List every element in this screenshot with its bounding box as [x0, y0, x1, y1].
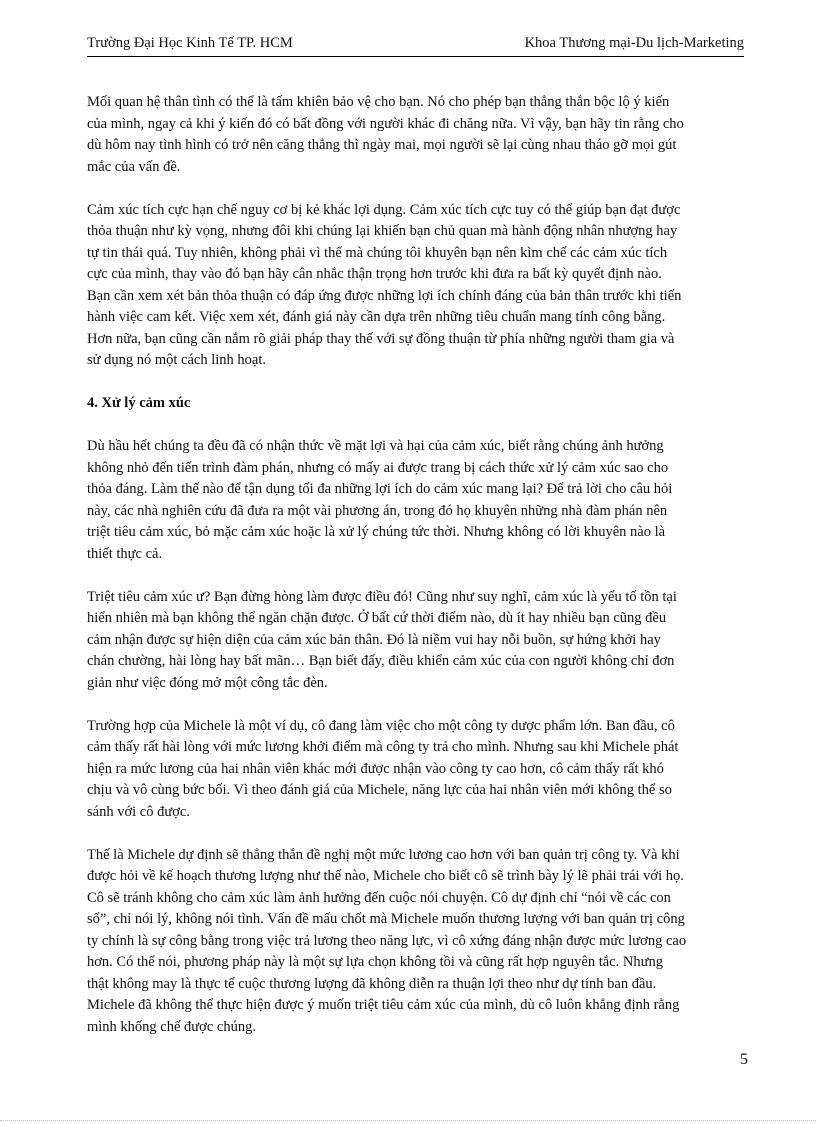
- text-line: Hơn nữa, bạn cũng cần nắm rõ giải pháp thay thế với sự đồng thuận từ phía những người tham gia và: [87, 330, 675, 347]
- paragraph: [87, 200, 747, 372]
- text-line: Cô sẽ tránh không cho cảm xúc làm ảnh hưởng đến cuộc nói chuyện. Cô dự định chỉ “nói về các con: [87, 889, 671, 906]
- text-line: mắc của vấn đề.: [87, 158, 181, 175]
- document-body: [87, 92, 747, 1060]
- text-line: Michele đã không thể thực hiện được ý muốn triệt tiêu cảm xúc của mình, dù cô luôn khẳng định rằng: [87, 997, 680, 1013]
- text-line: tự tin thái quá. Tuy nhiên, không phải vì thế mà chúng tôi khuyên bạn nên kìm chế các cảm xúc tích: [87, 244, 668, 261]
- paragraph: [87, 716, 747, 824]
- text-line: sánh với cô được.: [87, 803, 190, 820]
- text-line: Thế là Michele dự định sẽ thẳng thắn đề nghị một mức lương cao hơn với ban quản trị công ty. Và khi: [87, 846, 680, 863]
- section-heading: 4. Xử lý cảm xúc: [87, 395, 191, 411]
- text-line: số”, chỉ nói lý, không nói tình. Vấn đề mấu chốt mà Michele muốn thương lượng với ban quản trị công: [87, 911, 685, 927]
- text-line: không nhỏ đến tiến trình đàm phán, nhưng có mấy ai được trang bị cách thức xử lý cảm xúc sao cho: [87, 459, 669, 476]
- paragraph: [87, 436, 747, 565]
- text-line: Dù hầu hết chúng ta đều đã có nhận thức về mặt lợi và hại của cảm xúc, biết rằng chúng ảnh hưởng: [87, 438, 664, 454]
- text-line: này, các nhà nghiên cứu đã đưa ra một vài phương án, trong đó họ khuyên những nhà đàm phán nên: [87, 502, 668, 519]
- text-line: giản như việc đóng mở một công tắc đèn.: [87, 674, 328, 691]
- text-line: hiện ra mức lương của hai nhân viên khác mới được nhận vào công ty cao hơn, cô cảm thấy rất khó: [87, 760, 664, 777]
- text-line: Mối quan hệ thân tình có thể là tấm khiên bảo vệ cho bạn. Nó cho phép bạn thẳng thắn bộc lộ ý kiến: [87, 94, 670, 110]
- paragraphs-after-heading: [87, 436, 747, 1038]
- text-line: mình khống chế được chúng.: [87, 1018, 256, 1035]
- text-line: hành việc cam kết. Việc xem xét, đánh giá này cần dựa trên những tiêu chuẩn mang tính công bằng.: [87, 309, 666, 325]
- text-line: Cảm xúc tích cực hạn chế nguy cơ bị kẻ khác lợi dụng. Cảm xúc tích cực tuy có thể giúp bạn đạt được: [87, 201, 681, 218]
- text-line: dù hôm nay tình hình có trở nên căng thẳng thì ngày mai, mọi người sẽ lại cùng nhau tháo gỡ mọi gút: [87, 137, 677, 153]
- text-line: của mình, ngay cả khi ý kiến đó có bất đồng với người khác đi chăng nữa. Vì vậy, bạn hãy tin rằng cho: [87, 115, 684, 132]
- paragraph: [87, 587, 747, 695]
- text-line: chịu và vô cùng bức bối. Vì theo đánh giá của Michele, năng lực của hai nhân viên mới không thể so: [87, 782, 672, 798]
- footer-divider: [0, 1120, 816, 1121]
- text-line: thỏa đáng. Làm thế nào để tận dụng tối đa những lợi ích do cảm xúc mang lại? Để trả lời cho câu hỏi: [87, 481, 673, 497]
- paragraph: [87, 92, 747, 178]
- text-line: sử dụng nó một cách linh hoạt.: [87, 352, 267, 368]
- text-line: hiển nhiên mà bạn không thể ngăn chặn được. Ở bất cứ thời điểm nào, dù ít hay nhiều bạn cũng đều: [87, 610, 667, 626]
- text-line: Triệt tiêu cảm xúc ư? Bạn đừng hòng làm được điều đó! Cũng như suy nghĩ, cảm xúc là yếu tố tồn tại: [87, 588, 677, 605]
- page-header: [87, 34, 744, 57]
- paragraphs-before-heading: [87, 92, 747, 372]
- text-line: Trường hợp của Michele là một ví dụ, cô đang làm việc cho một công ty dược phẩm lớn. Ban đầu, cô: [87, 717, 675, 734]
- text-line: hơn. Có thể nói, phương pháp này là một sự lựa chọn không tồi và cũng rất hợp nguyên tắc. Nhưng: [87, 954, 663, 970]
- text-line: ty chính là sự công bằng trong việc trả lương theo năng lực, vì cô xứng đáng nhận được mức lương cao: [87, 932, 687, 949]
- header-university: Trường Đại Học Kinh Tế TP. HCM: [87, 35, 293, 51]
- text-line: cảm thấy rất hài lòng với mức lương khởi điểm mà công ty trả cho mình. Nhưng sau khi Michele phát: [87, 739, 679, 755]
- text-line: thật không may là thực tế cuộc thương lượng đã không diễn ra thuận lợi theo như dự tính ban đầu.: [87, 975, 657, 992]
- text-line: được hỏi về kế hoạch thương lượng như thế nào, Michele cho biết cô sẽ trình bày lý lẽ phải trái với họ.: [87, 868, 684, 884]
- text-line: cảm nhận được sự hiện diện của cảm xúc bản thân. Đó là niềm vui hay nỗi buồn, sự hứng khởi hay: [87, 631, 661, 648]
- text-line: chán chường, hài lòng hay bất mãn… Bạn biết đấy, điều khiển cảm xúc của con người không chỉ đơn: [87, 653, 675, 669]
- header-faculty: Khoa Thương mại-Du lịch-Marketing: [524, 35, 744, 51]
- text-line: Bạn cần xem xét bản thỏa thuận có đáp ứng được những lợi ích chính đáng của bản thân trước khi tiến: [87, 287, 682, 304]
- page-number: 5: [740, 1051, 748, 1068]
- text-line: thiết thực cả.: [87, 545, 163, 562]
- paragraph: [87, 845, 747, 1039]
- text-line: cực của mình, thay vào đó bạn hãy cân nhắc thận trọng hơn trước khi đưa ra bất kỳ quyết định nào.: [87, 266, 662, 282]
- text-line: thỏa thuận như kỳ vọng, nhưng đôi khi chúng lại khiến bạn chủ quan mà hành động nhân nhượng hay: [87, 223, 678, 239]
- text-line: triệt tiêu cảm xúc, bỏ mặc cảm xúc hoặc là xử lý chúng tức thời. Nhưng không có lời khuyên nào là: [87, 524, 666, 540]
